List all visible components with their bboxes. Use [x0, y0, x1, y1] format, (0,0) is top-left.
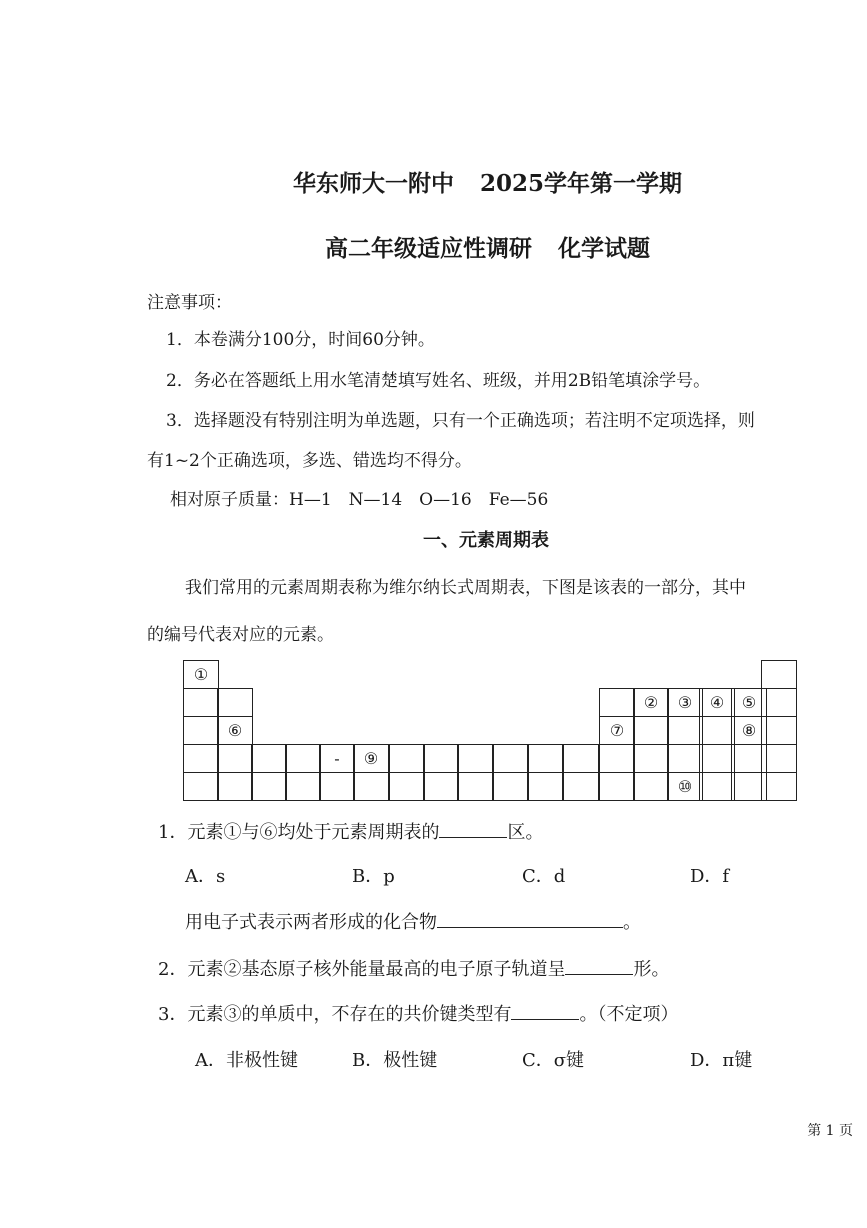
answer-blank-q1 — [439, 836, 507, 838]
table-cell — [699, 744, 735, 773]
answer-blank-q3 — [511, 1018, 579, 1020]
answer-blank-q2 — [565, 973, 633, 975]
table-cell-element-7 — [599, 716, 635, 745]
element-marker-2: ② — [643, 693, 659, 712]
table-cell — [527, 744, 563, 773]
table-cell — [423, 772, 459, 801]
question-3: 3．元素③的单质中，不存在的共价键类型有 。（不定项） — [158, 1004, 679, 1025]
table-cell — [761, 688, 797, 717]
question-1: 1．元素①与⑥均处于元素周期表的 区。 — [158, 822, 544, 843]
table-cell — [217, 688, 253, 717]
table-cell — [667, 744, 703, 773]
q1-option-c: C．d — [522, 866, 566, 887]
element-marker-8: ⑧ — [741, 721, 757, 740]
q1-option-d: D．f — [690, 866, 730, 887]
table-cell — [667, 716, 703, 745]
table-cell — [183, 772, 219, 801]
table-cell — [599, 772, 635, 801]
table-cell-dash — [319, 744, 355, 773]
table-cell — [563, 744, 599, 773]
table-cell — [457, 772, 493, 801]
question-1-sub: 用电子式表示两者形成的化合物 。 — [185, 912, 641, 933]
notice-heading: 注意事项： — [147, 293, 232, 313]
element-marker-1: ① — [193, 665, 209, 684]
subject-label: 化学试题 — [558, 235, 650, 262]
table-cell — [493, 772, 529, 801]
table-cell — [633, 716, 669, 745]
table-cell — [599, 688, 635, 717]
table-cell — [217, 772, 253, 801]
table-cell — [251, 772, 287, 801]
school-name: 华东师大一附中 — [292, 170, 454, 197]
q3-option-b: B．极性键 — [352, 1050, 438, 1071]
atomic-mass-line: 相对原子质量：H—1 N—14 O—16 Fe—56 — [170, 490, 549, 510]
notice-item-2: 2．务必在答题纸上用水笔清楚填写姓名、班级，并用2B铅笔填涂学号。 — [166, 371, 711, 391]
table-cell — [285, 744, 321, 773]
table-cell-element-6 — [217, 716, 253, 745]
table-cell — [761, 660, 797, 689]
table-cell — [633, 744, 669, 773]
notice-item-3-line2: 有1~2个正确选项，多选、错选均不得分。 — [147, 451, 472, 471]
table-cell-element-4 — [699, 688, 735, 717]
element-marker-10: ⑩ — [677, 777, 693, 796]
table-cell — [251, 744, 287, 773]
table-cell — [699, 772, 735, 801]
table-cell — [527, 772, 563, 801]
table-cell — [423, 744, 459, 773]
table-cell-element-9 — [353, 744, 389, 773]
notice-item-3-line1: 3．选择题没有特别注明为单选题，只有一个正确选项；若注明不定项选择，则 — [166, 411, 755, 431]
exam-title-line1 — [0, 165, 867, 198]
table-cell — [761, 772, 797, 801]
q3-option-c: C．σ键 — [522, 1050, 585, 1071]
answer-blank-q1-sub — [437, 926, 623, 928]
section-intro-line1: 我们常用的元素周期表称为维尔纳长式周期表，下图是该表的一部分，其中 — [185, 578, 746, 598]
table-cell — [761, 716, 797, 745]
table-cell — [761, 744, 797, 773]
table-cell — [319, 772, 355, 801]
table-cell-element-2 — [633, 688, 669, 717]
table-cell — [699, 716, 735, 745]
table-cell — [285, 772, 321, 801]
exam-title-line2 — [0, 230, 867, 263]
notice-item-1: 1．本卷满分100分，时间60分钟。 — [166, 330, 435, 350]
table-cell — [217, 744, 253, 773]
element-marker-5: ⑤ — [741, 693, 757, 712]
term-label: 2025学年第一学期 — [479, 170, 682, 197]
table-cell-element-3 — [667, 688, 703, 717]
section-title: 一、元素周期表 — [423, 530, 549, 551]
element-marker-3: ③ — [677, 693, 693, 712]
table-cell — [389, 772, 425, 801]
table-cell — [633, 772, 669, 801]
q3-option-d: D．π键 — [690, 1050, 753, 1071]
table-cell — [599, 744, 635, 773]
q1-option-b: B．p — [352, 866, 395, 887]
element-marker-7: ⑦ — [609, 721, 625, 740]
element-marker-9: ⑨ — [363, 749, 379, 768]
table-cell-element-10 — [667, 772, 703, 801]
table-cell — [457, 744, 493, 773]
table-cell-element-1 — [183, 660, 219, 689]
table-cell — [389, 744, 425, 773]
table-cell — [353, 772, 389, 801]
table-cell — [183, 716, 219, 745]
grade-label: 高二年级适应性调研 — [325, 235, 532, 262]
question-2: 2．元素②基态原子核外能量最高的电子原子轨道呈 形。 — [158, 959, 670, 980]
element-marker-4: ④ — [709, 693, 725, 712]
section-intro-line2: 的编号代表对应的元素。 — [147, 625, 334, 645]
table-cell — [183, 688, 219, 717]
q3-option-a: A．非极性键 — [195, 1050, 298, 1071]
table-cell — [493, 744, 529, 773]
page-number: 第 1 页 — [807, 1123, 853, 1139]
dash-mark: - — [334, 749, 340, 768]
q1-option-a: A．s — [185, 866, 226, 887]
table-cell — [183, 744, 219, 773]
table-cell — [563, 772, 599, 801]
element-marker-6: ⑥ — [227, 721, 243, 740]
